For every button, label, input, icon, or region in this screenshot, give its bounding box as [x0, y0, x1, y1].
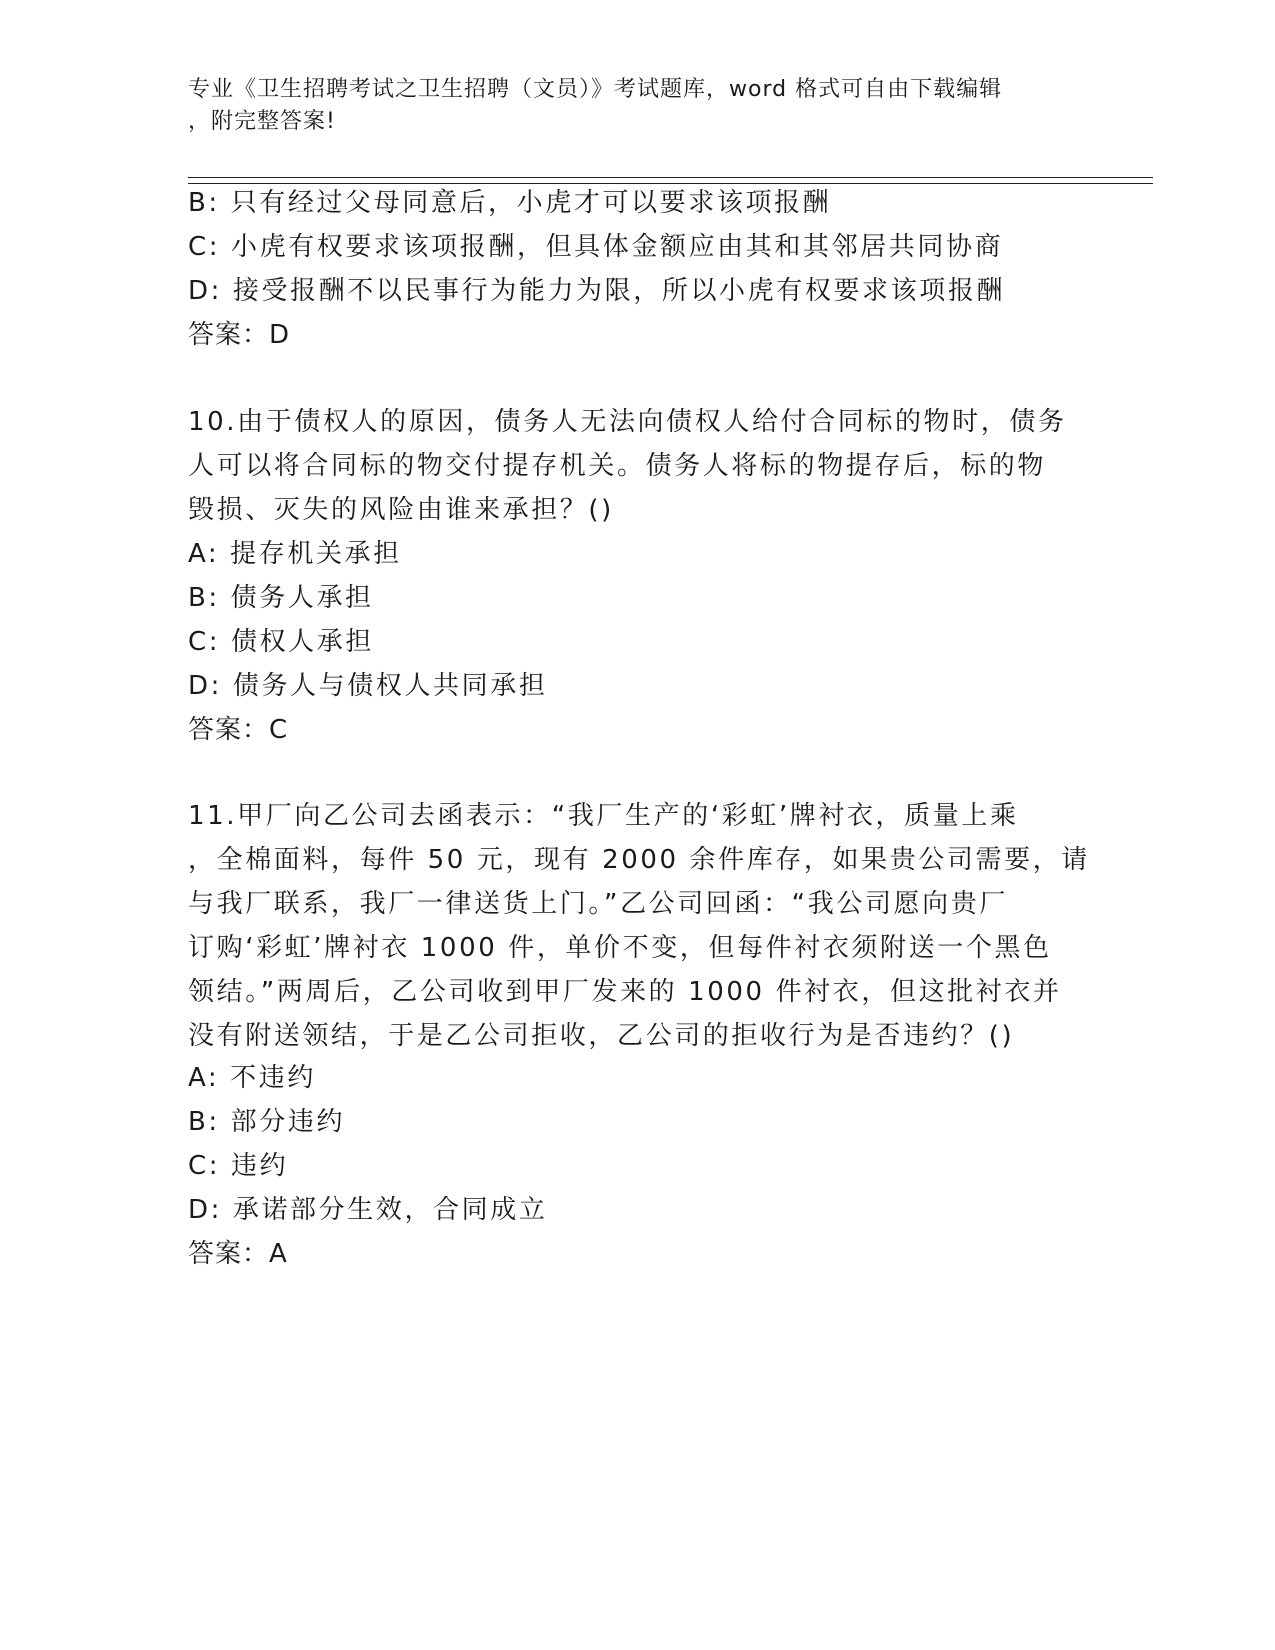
q11-stem-line-1: 11.甲厂向乙公司去函表示：“我厂生产的‘彩虹’牌衬衣，质量上乘 [188, 801, 1019, 831]
header-line-2: ，附完整答案! [188, 109, 336, 134]
q10-option-a: A: 提存机关承担 [188, 539, 402, 569]
q9-option-b: B: 只有经过父母同意后，小虎才可以要求该项报酬 [188, 188, 832, 218]
q11-option-a: A: 不违约 [188, 1063, 316, 1093]
q11-stem-line-6: 没有附送领结，于是乙公司拒收，乙公司的拒收行为是否违约？() [188, 1021, 1015, 1051]
q11-answer: 答案：A [188, 1239, 288, 1269]
q10-answer: 答案：C [188, 715, 289, 745]
q11-stem-line-3: 与我厂联系，我厂一律送货上门。”乙公司回函：“我公司愿向贵厂 [188, 889, 1008, 919]
q11-stem-line-5: 领结。”两周后，乙公司收到甲厂发来的 1000 件衬衣，但这批衬衣并 [188, 977, 1062, 1007]
q9-option-d: D: 接受报酬不以民事行为能力为限，所以小虎有权要求该项报酬 [188, 276, 1006, 306]
q11-option-d: D: 承诺部分生效，合同成立 [188, 1195, 548, 1225]
header-rule-bottom [188, 183, 1153, 184]
q11-option-b: B: 部分违约 [188, 1107, 346, 1137]
q9-answer: 答案：D [188, 320, 291, 350]
q10-stem-line-1: 10.由于债权人的原因，债务人无法向债权人给付合同标的物时，债务 [188, 407, 1067, 437]
header-line-1: 专业《卫生招聘考试之卫生招聘（文员）》考试题库，word 格式可自由下载编辑 [188, 77, 1003, 102]
q10-option-b: B: 债务人承担 [188, 583, 374, 613]
document-header [188, 74, 1088, 138]
q10-option-c: C: 债权人承担 [188, 627, 374, 657]
q9-option-c: C: 小虎有权要求该项报酬，但具体金额应由其和其邻居共同协商 [188, 232, 1004, 262]
q10-stem-line-3: 毁损、灭失的风险由谁来承担？() [188, 495, 614, 525]
q11-stem-line-2: ，全棉面料，每件 50 元，现有 2000 余件库存，如果贵公司需要，请 [188, 845, 1090, 875]
header-rule-top [188, 177, 1153, 178]
q11-option-c: C: 违约 [188, 1151, 289, 1181]
q10-stem-line-2: 人可以将合同标的物交付提存机关。债务人将标的物提存后，标的物 [188, 451, 1047, 481]
q11-stem-line-4: 订购‘彩虹’牌衬衣 1000 件，单价不变，但每件衬衣须附送一个黑色 [188, 933, 1052, 963]
q10-option-d: D: 债务人与债权人共同承担 [188, 671, 548, 701]
